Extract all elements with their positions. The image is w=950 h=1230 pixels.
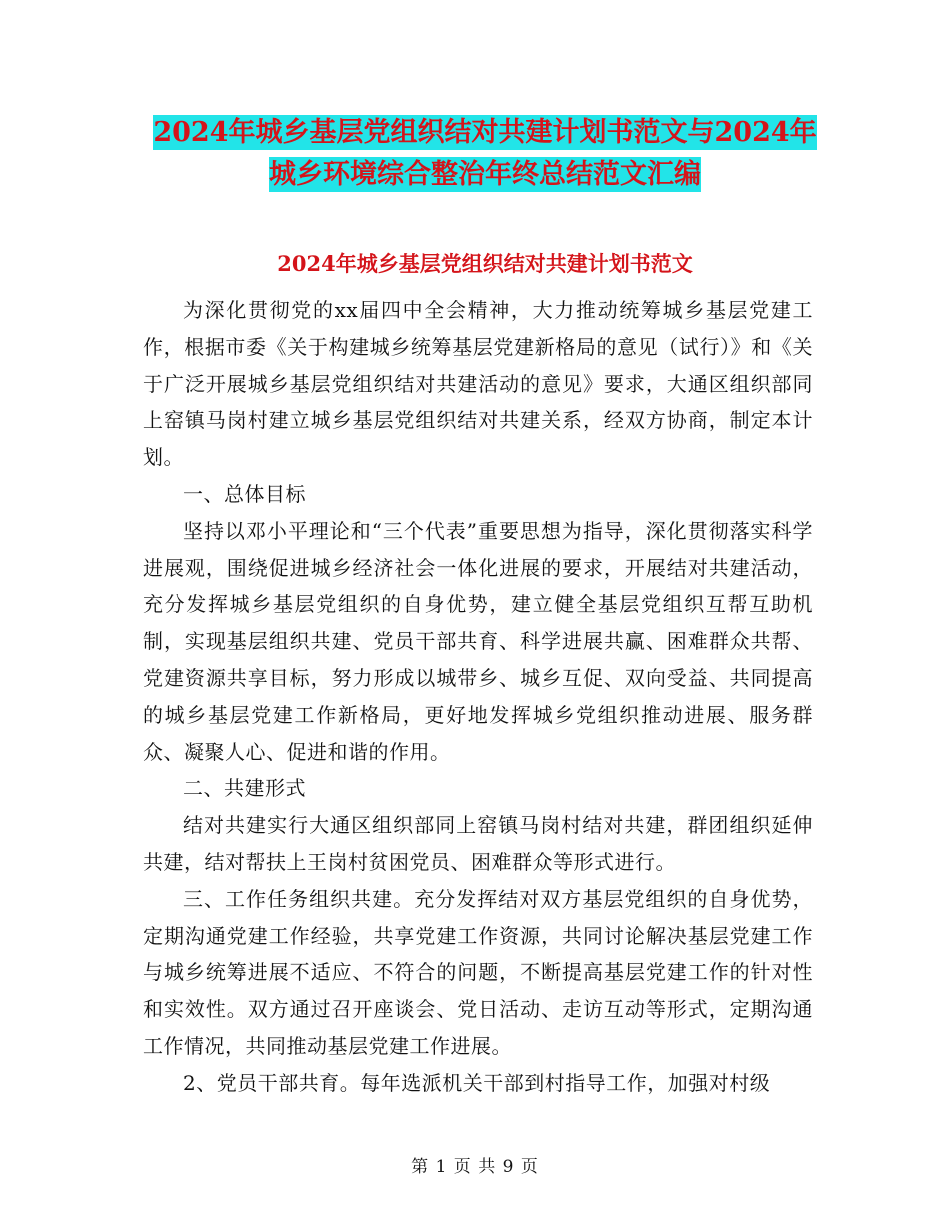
document-title (140, 112, 830, 196)
paragraph-cooperation-form: 结对共建实行大通区组织部同上窑镇马岗村结对共建，群团组织延伸共建，结对帮扶上王岗村贫困党员、困难群众等形式进行。 (143, 813, 813, 874)
section-title: 2024年城乡基层党组织结对共建计划书范文 (277, 251, 693, 276)
body-text (143, 292, 813, 1102)
document-title-line-1: 2024年城乡基层党组织结对共建计划书范文与2024年 (153, 117, 817, 148)
paragraph-work-tasks: 三、工作任务组织共建。充分发挥结对双方基层党组织的自身优势，定期沟通党建工作经验，共享党建工作资源，共同讨论解决基层党建工作与城乡统筹进展不适应、不符合的问题，不断提高基层党建工作的针对性和实效性。双方通过召开座谈会、党日活动、走访互动等形式，定期沟通工作情况，共同推动基层党建工作进展。 (143, 886, 813, 1058)
document-title-line-2: 城乡环境综合整治年终总结范文汇编 (269, 159, 701, 190)
heading-overall-goal: 一、总体目标 (183, 481, 306, 506)
heading-cooperation-form: 二、共建形式 (183, 776, 306, 801)
page-footer: 第 1 页 共 9 页 (411, 1157, 539, 1177)
paragraph-intro: 为深化贯彻党的xx届四中全会精神，大力推动统筹城乡基层党建工作，根据市委《关于构建城乡统筹基层党建新格局的意见（试行）》和《关于广泛开展城乡基层党组织结对共建活动的意见》要求，大通区组织部同上窑镇马岗村建立城乡基层党组织结对共建关系，经双方协商，制定本计划。 (143, 298, 813, 470)
paragraph-cadre-training: 2、党员干部共育。每年选派机关干部到村指导工作，加强对村级 (183, 1070, 771, 1095)
paragraph-overall-goal: 坚持以邓小平理论和“三个代表”重要思想为指导，深化贯彻落实科学进展观，围绕促进城乡经济社会一体化进展的要求，开展结对共建活动，充分发挥城乡基层党组织的自身优势，建立健全基层党组织互帮互助机制，实现基层组织共建、党员干部共育、科学进展共赢、困难群众共帮、党建资源共享目标，努力形成以城带乡、城乡互促、双向受益、共同提高的城乡基层党建工作新格局，更好地发挥城乡党组织推动进展、服务群众、凝聚人心、促进和谐的作用。 (143, 518, 813, 764)
